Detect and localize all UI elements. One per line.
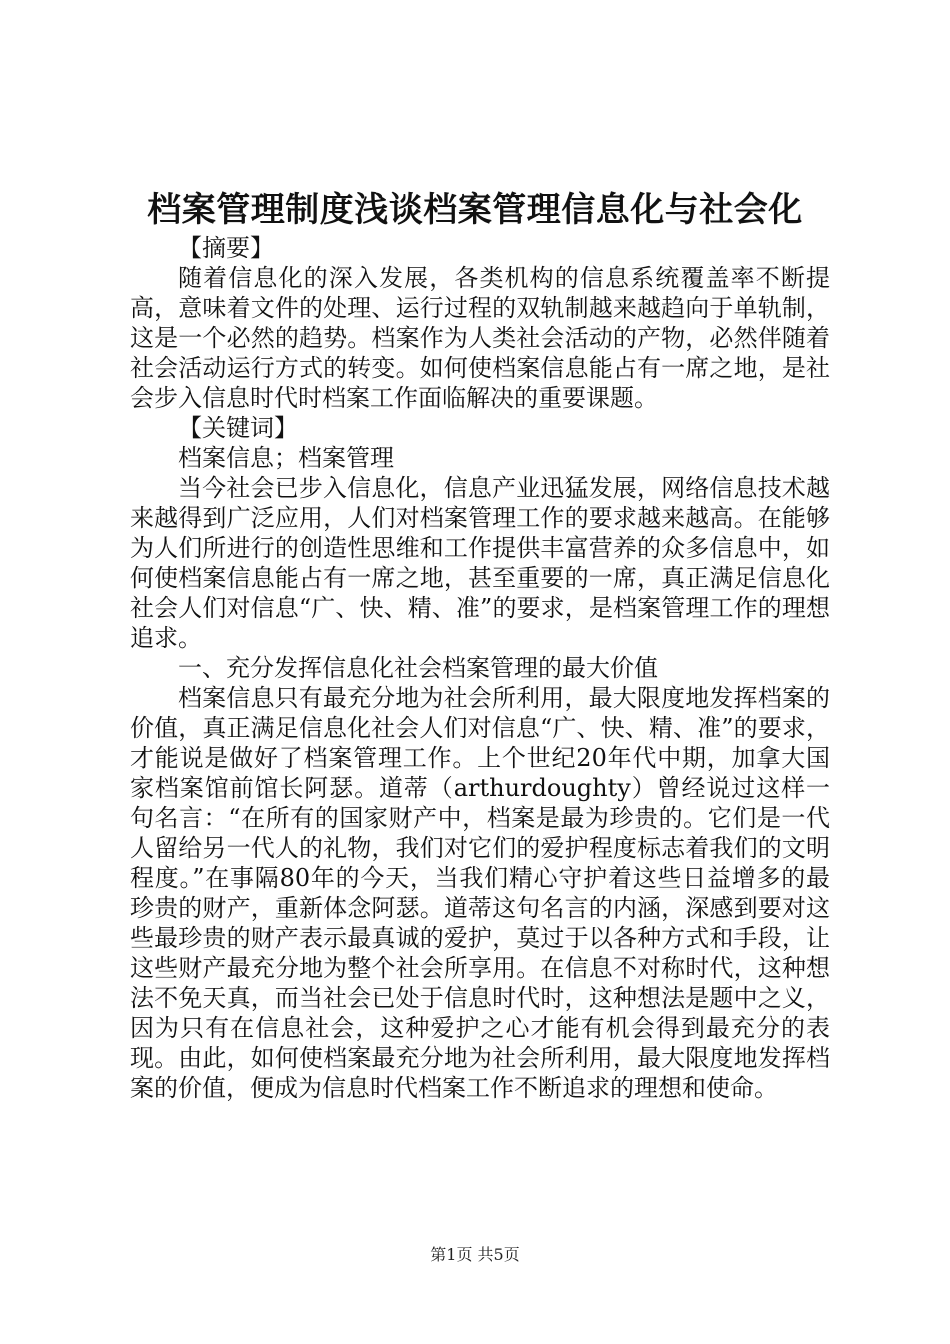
abstract-paragraph: 随着信息化的深入发展，各类机构的信息系统覆盖率不断提高，意味着文件的处理、运行过程的双轨制越来越趋向于单轨制，这是一个必然的趋势。档案作为人类社会活动的产物，必然伴随着社会活动运行方式的转变。如何使档案信息能占有一席之地，是社会步入信息时代时档案工作面临解决的重要课题。	[130, 264, 830, 412]
keywords-heading: 【关键词】	[178, 414, 298, 442]
page-indicator: 第1页 共5页	[430, 1245, 520, 1264]
intro-paragraph: 当今社会已步入信息化，信息产业迅猛发展，网络信息技术越来越得到广泛应用，人们对档案管理工作的要求越来越高。在能够为人们所进行的创造性思维和工作提供丰富营养的众多信息中，如何使档案信息能占有一席之地，甚至重要的一席，真正满足信息化社会人们对信息“广、快、精、准”的要求，是档案管理工作的理想追求。	[130, 474, 830, 652]
section-heading: 一、充分发挥信息化社会档案管理的最大价值	[178, 654, 658, 682]
abstract-heading: 【摘要】	[178, 234, 274, 262]
document-title: 档案管理制度浅谈档案管理信息化与社会化	[147, 190, 803, 230]
section-paragraph: 档案信息只有最充分地为社会所利用，最大限度地发挥档案的价值，真正满足信息化社会人们对信息“广、快、精、准”的要求，才能说是做好了档案管理工作。上个世纪20年代中期，加拿大国家档案馆前馆长阿瑟。道蒂（arthurdoughty）曾经说过这样一句名言：“在所有的国家财产中，档案是最为珍贵的。它们是一代人留给另一代人的礼物，我们对它们的爱护程度标志着我们的文明程度。”在事隔80年的今天，当我们精心守护着这些日益增多的最珍贵的财产，重新体念阿瑟。道蒂这句名言的内涵，深感到要对这些最珍贵的财产表示最真诚的爱护，莫过于以各种方式和手段，让这些财产最充分地为整个社会所享用。在信息不对称时代，这种想法不免天真，而当社会已处于信息时代时，这种想法是题中之义，因为只有在信息社会，这种爱护之心才能有机会得到最充分的表现。由此，如何使档案最充分地为社会所利用，最大限度地发挥档案的价值，便成为信息时代档案工作不断追求的理想和使命。	[130, 684, 830, 1102]
document-body	[130, 233, 830, 1103]
keywords-paragraph: 档案信息；档案管理	[178, 444, 394, 472]
